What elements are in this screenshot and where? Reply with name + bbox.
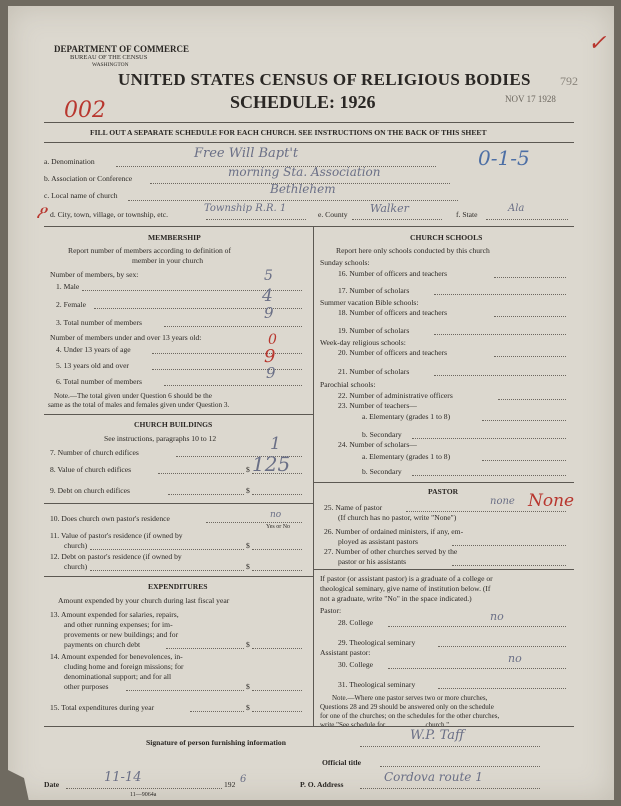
q30-label: 30. College [338,660,374,669]
department-label: DEPARTMENT OF COMMERCE [54,44,190,54]
address-value: Cordova route 1 [384,770,483,784]
yes-no-hint: Yes or No [266,524,291,530]
q8-label: 8. Value of church edifices [50,465,132,474]
year-label: 192 [224,780,236,789]
q29-label: 29. Theological seminary [338,638,416,647]
q27-label-2: pastor or his assistants [338,557,407,566]
year-handwritten: 6 [240,774,247,785]
city-label: d. City, town, village, or township, etc. [50,210,169,219]
bureau-label: BUREAU OF THE CENSUS [70,54,148,61]
q8-value: 125 [252,452,291,476]
q14-dollar: $ [246,682,250,691]
q9-dollar: $ [246,486,250,495]
association-label: b. Association or Conference [44,174,133,183]
q20-label: 20. Number of officers and teachers [338,348,448,357]
q12-label-2: church) [64,562,88,571]
q11-dollar: $ [246,541,250,550]
buildings-heading: CHURCH BUILDINGS [134,420,213,429]
q11-label-1: 11. Value of pastor's residence (if owned by [50,531,183,540]
q24a-label: a. Elementary (grades 1 to 8) [362,452,451,461]
q4-label: 4. Under 13 years of age [56,345,131,354]
summer-label: Summer vacation Bible schools: [320,298,419,307]
date-stamp: NOV 17 1928 [505,94,556,104]
q28-value: no [490,610,504,623]
graduate-note-1: If pastor (or assistant pastor) is a graduate of a college or [320,574,493,583]
q3-label: 3. Total number of members [56,318,143,327]
q6-label: 6. Total number of members [56,377,143,386]
denomination-value: Free Will Bapt't [194,146,299,161]
q4-value: 0 [268,332,277,348]
q18-label: 18. Number of officers and teachers [338,308,448,317]
membership-sub1: Report number of members according to definition of [68,246,232,255]
q14-label-3: denominational support; and for all [64,672,172,681]
q13-label-1: 13. Amount expended for salaries, repairs, [50,610,179,619]
q22-label: 22. Number of administrative officers [338,391,453,400]
local-name-label: c. Local name of church [44,191,118,200]
q25-value: none [490,496,515,507]
q28-label: 28. College [338,618,374,627]
q2-value: 4 [262,286,273,306]
membership-heading: MEMBERSHIP [148,233,201,242]
county-value: Walker [370,202,409,215]
q2-label: 2. Female [56,300,86,309]
stamp-number: 792 [560,74,578,88]
expenditures-sub: Amount expended by your church during last fiscal year [58,596,230,605]
city-value: Township R.R. 1 [204,203,287,214]
membership-note-1: Note.—The total given under Question 6 should be the [54,392,212,400]
q23a-label: a. Elementary (grades 1 to 8) [362,412,451,421]
by-sex-label: Number of members, by sex: [50,270,139,279]
schedule-title: SCHEDULE: 1926 [230,92,376,112]
form-title: UNITED STATES CENSUS OF RELIGIOUS BODIES [118,70,531,89]
q8-dollar: $ [246,465,250,474]
date-label: Date [44,780,60,789]
association-value: morning Sta. Association [228,165,381,179]
city-label: WASHINGTON [92,62,129,68]
graduate-note-2: theological seminary, give name of institution below. (If [320,584,491,593]
signature-value: W.P. Taff [410,728,465,743]
schools-sub: Report here only schools conducted by this church [336,246,490,255]
q25-red-value: None [528,491,575,511]
pastor-subheading: Pastor: [320,606,342,615]
q9-label: 9. Debt on church edifices [50,486,130,495]
q13-label-4: payments on church debt [64,640,141,649]
pastor-note-1: Note.—Where one pastor serves two or more churches, [332,694,488,702]
local-name-value: Bethlehem [270,182,336,196]
pastor-note-2: Questions 28 and 29 should be answered only on the schedule [320,703,494,711]
membership-note-2: same as the total of males and females given under Question 3. [48,401,230,409]
pastor-heading: PASTOR [428,487,459,496]
q30-value: no [508,652,522,665]
q17-label: 17. Number of scholars [338,286,410,295]
membership-sub2: member in your church [132,256,204,265]
check-mark-icon: ✓ [588,31,607,56]
under-over-label: Number of members under and over 13 years old: [50,333,202,342]
address-label: P. O. Address [300,780,344,789]
parochial-label: Parochial schools: [320,380,376,389]
pastor-note-3: for one of the churches; on the schedules for the other churches, [320,712,500,720]
q23b-label: b. Secondary [362,430,402,439]
signature-label: Signature of person furnishing information [146,738,286,747]
official-title-label: Official title [322,758,362,767]
pastor-note-4: write "See schedule for ..................... church." [320,721,450,729]
q26-label-1: 26. Number of ordained ministers, if any, em- [324,527,464,536]
expenditures-heading: EXPENDITURES [148,582,208,591]
q24-label: 24. Number of scholars— [338,440,417,449]
q16-label: 16. Number of officers and teachers [338,269,448,278]
assistant-subheading: Assistant pastor: [320,648,371,657]
date-value: 11-14 [104,770,142,785]
q21-label: 21. Number of scholars [338,367,410,376]
q13-label-2: and other running expenses; for im- [64,620,173,629]
handwritten-form-number: 002 [64,98,106,123]
state-label: f. State [456,210,478,219]
q24b-label: b. Secondary [362,467,402,476]
q23-label: 23. Number of teachers— [338,401,417,410]
q12-label-1: 12. Debt on pastor's residence (if owned by [50,552,182,561]
q15-label: 15. Total expenditures during year [50,703,155,712]
sunday-label: Sunday schools: [320,258,370,267]
q7-value: 1 [270,434,281,454]
form-code: 11—9064a [130,792,157,798]
state-value: Ala [508,203,525,214]
q3-value: 9 [264,304,274,322]
instruction-line: FILL OUT A SEPARATE SCHEDULE FOR EACH CHURCH. SEE INSTRUCTIONS ON THE BACK OF THIS SHEET [90,128,487,137]
q19-label: 19. Number of scholars [338,326,410,335]
q5-label: 5. 13 years old and over [56,361,129,370]
schools-heading: CHURCH SCHOOLS [410,233,483,242]
q14-label-1: 14. Amount expended for benevolences, in- [50,652,183,661]
q14-label-2: cluding home and foreign missions; for [64,662,184,671]
denomination-label: a. Denomination [44,157,95,166]
denomination-code: 0-1-5 [478,146,530,170]
q26-label-2: ployed as assistant pastors [338,537,418,546]
red-margin-mark: ዖ [36,202,47,223]
q11-label-2: church) [64,541,88,550]
q25-label: 25. Name of pastor [324,503,383,512]
buildings-sub: See instructions, paragraphs 10 to 12 [104,434,217,443]
torn-corner [0,766,40,806]
weekday-label: Week-day religious schools: [320,338,406,347]
q13-label-3: provements or new buildings; and for [64,630,179,639]
q1-value: 5 [264,268,273,284]
q13-dollar: $ [246,640,250,649]
q25-note: (If church has no pastor, write "None") [338,513,457,522]
q12-dollar: $ [246,562,250,571]
q31-label: 31. Theological seminary [338,680,416,689]
county-label: e. County [318,210,348,219]
graduate-note-3: not a graduate, write "No" in the space indicated.) [320,594,472,603]
q1-label: 1. Male [56,282,80,291]
q14-label-4: other purposes [64,682,109,691]
q15-dollar: $ [246,703,250,712]
q27-label-1: 27. Number of other churches served by the [324,547,458,556]
q10-value: no [270,510,282,520]
q7-label: 7. Number of church edifices [50,448,139,457]
q6-value: 9 [266,364,276,382]
q5-value: 9 [264,346,276,367]
census-form-sheet [8,6,614,800]
q10-label: 10. Does church own pastor's residence [50,514,170,523]
